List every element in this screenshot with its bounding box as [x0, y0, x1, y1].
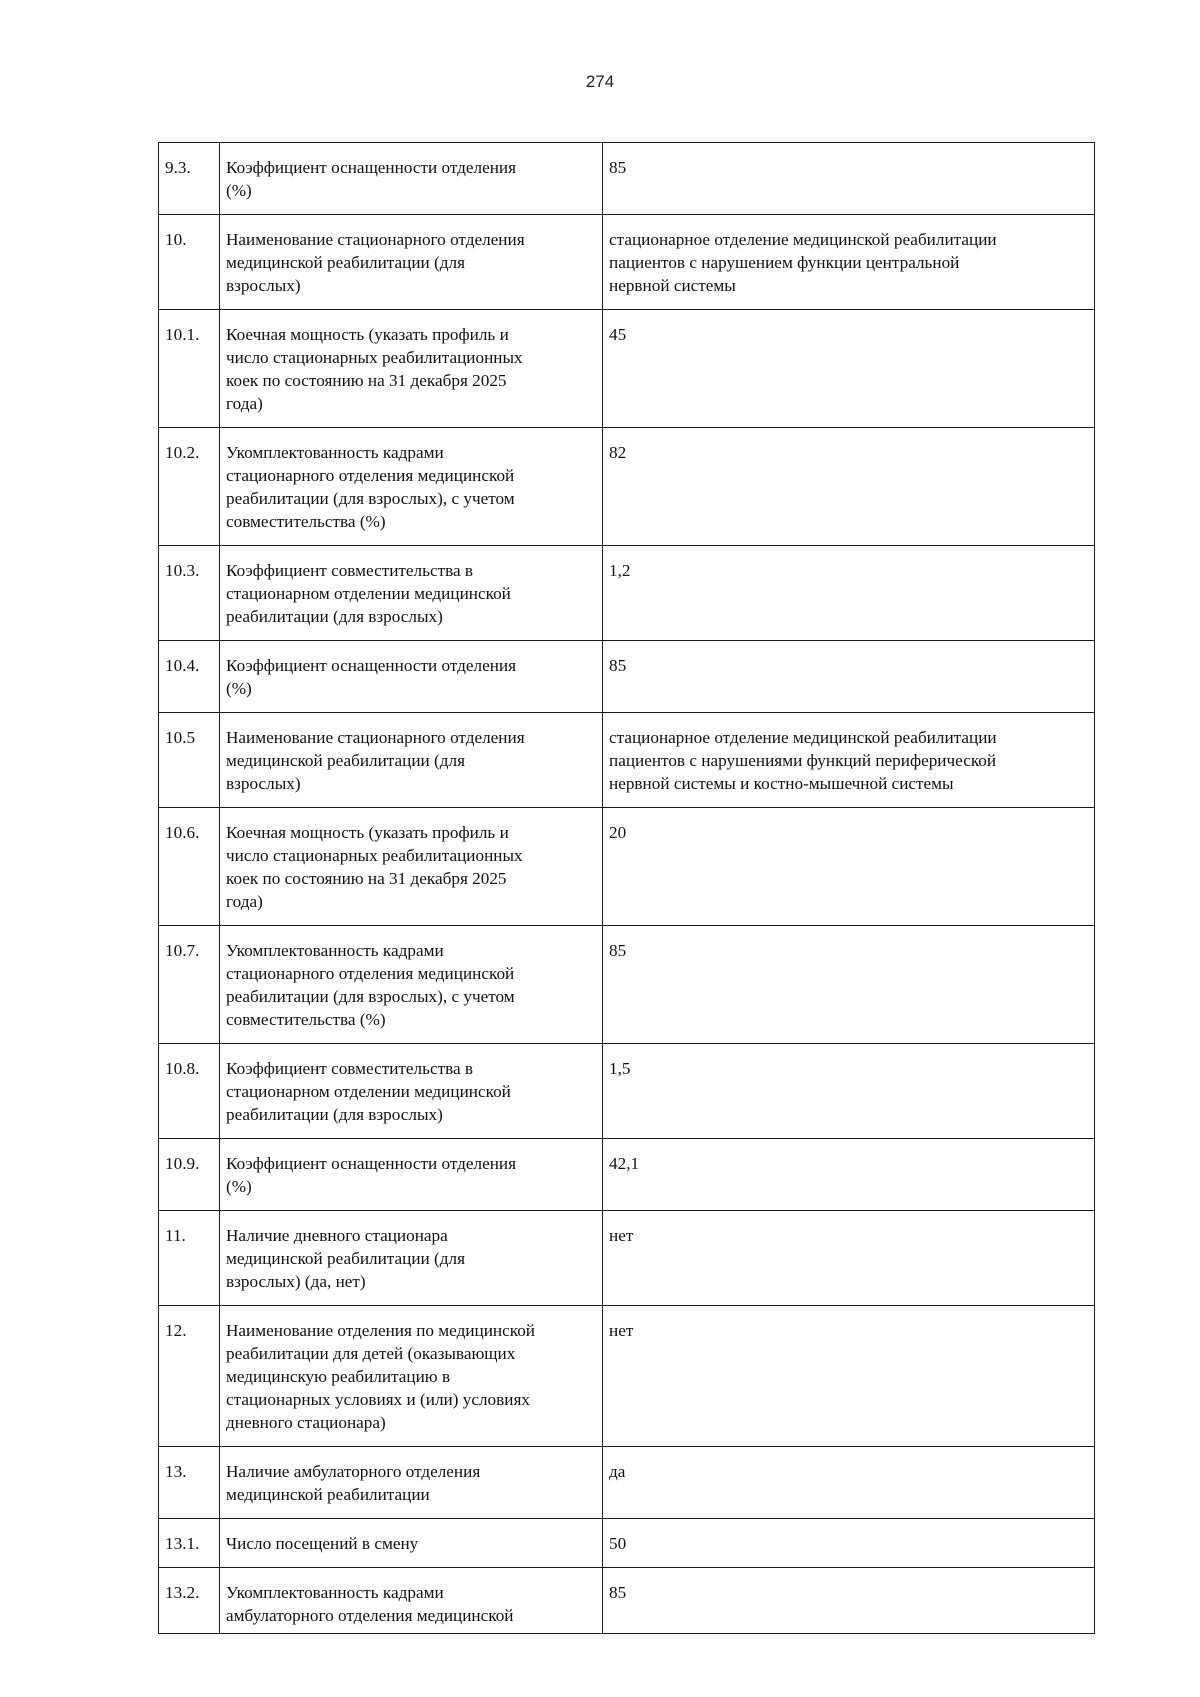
row-number-cell: 13. [159, 1447, 220, 1519]
indicator-value-cell: 1,5 [603, 1044, 1095, 1139]
indicator-value-cell: нет [603, 1306, 1095, 1447]
row-number-cell: 13.2. [159, 1568, 220, 1634]
table-row [159, 310, 1095, 428]
indicators-table [158, 142, 1095, 1634]
row-number-cell: 10.4. [159, 641, 220, 713]
table-row [159, 641, 1095, 713]
table-row [159, 546, 1095, 641]
table-row [159, 1519, 1095, 1568]
table-row [159, 926, 1095, 1044]
indicator-value-cell: 85 [603, 926, 1095, 1044]
indicator-value-cell: 20 [603, 808, 1095, 926]
table-row [159, 215, 1095, 310]
table-row [159, 1447, 1095, 1519]
table-row [159, 808, 1095, 926]
indicator-value-cell: 50 [603, 1519, 1095, 1568]
indicator-name-cell: Укомплектованность кадрами стационарного отделения медицинской реабилитации (для взрослых), с учетом совместительства (%) [220, 926, 603, 1044]
row-number-cell: 13.1. [159, 1519, 220, 1568]
indicator-name-cell: Число посещений в смену [220, 1519, 603, 1568]
table-row [159, 1139, 1095, 1211]
indicator-value-cell: 85 [603, 1568, 1095, 1634]
indicator-value-cell: 85 [603, 641, 1095, 713]
indicator-name-cell: Наименование стационарного отделения медицинской реабилитации (для взрослых) [220, 215, 603, 310]
row-number-cell: 10.2. [159, 428, 220, 546]
indicator-value-cell: 82 [603, 428, 1095, 546]
row-number-cell: 9.3. [159, 143, 220, 215]
indicator-name-cell: Коэффициент оснащенности отделения (%) [220, 143, 603, 215]
indicator-name-cell: Коечная мощность (указать профиль и число стационарных реабилитационных коек по состоянию на 31 декабря 2025 года) [220, 310, 603, 428]
indicator-value-cell: 85 [603, 143, 1095, 215]
table-row [159, 713, 1095, 808]
row-number-cell: 10. [159, 215, 220, 310]
indicator-name-cell: Коечная мощность (указать профиль и число стационарных реабилитационных коек по состоянию на 31 декабря 2025 года) [220, 808, 603, 926]
row-number-cell: 11. [159, 1211, 220, 1306]
indicator-name-cell: Наименование отделения по медицинской реабилитации для детей (оказывающих медицинскую реабилитацию в стационарных условиях и (или) условиях дневного стационара) [220, 1306, 603, 1447]
table-row [159, 143, 1095, 215]
indicator-name-cell: Наличие амбулаторного отделения медицинской реабилитации [220, 1447, 603, 1519]
indicator-name-cell: Наименование стационарного отделения медицинской реабилитации (для взрослых) [220, 713, 603, 808]
indicator-name-cell: Наличие дневного стационара медицинской реабилитации (для взрослых) (да, нет) [220, 1211, 603, 1306]
indicator-name-cell: Укомплектованность кадрами стационарного отделения медицинской реабилитации (для взрослых), с учетом совместительства (%) [220, 428, 603, 546]
row-number-cell: 10.8. [159, 1044, 220, 1139]
table-row [159, 1306, 1095, 1447]
indicator-name-cell: Укомплектованность кадрами амбулаторного отделения медицинской [220, 1568, 603, 1634]
row-number-cell: 10.7. [159, 926, 220, 1044]
row-number-cell: 10.1. [159, 310, 220, 428]
indicator-name-cell: Коэффициент оснащенности отделения (%) [220, 641, 603, 713]
table-row [159, 428, 1095, 546]
table-row [159, 1211, 1095, 1306]
indicator-value-cell: 1,2 [603, 546, 1095, 641]
row-number-cell: 10.3. [159, 546, 220, 641]
row-number-cell: 10.6. [159, 808, 220, 926]
indicator-name-cell: Коэффициент совместительства в стационарном отделении медицинской реабилитации (для взрослых) [220, 1044, 603, 1139]
table-row [159, 1044, 1095, 1139]
row-number-cell: 10.5 [159, 713, 220, 808]
row-number-cell: 12. [159, 1306, 220, 1447]
table-body [159, 143, 1095, 1634]
indicator-value-cell: нет [603, 1211, 1095, 1306]
indicator-value-cell: стационарное отделение медицинской реабилитации пациентов с нарушениями функций периферической нервной системы и костно-мышечной системы [603, 713, 1095, 808]
indicator-name-cell: Коэффициент совместительства в стационарном отделении медицинской реабилитации (для взрослых) [220, 546, 603, 641]
indicator-value-cell: да [603, 1447, 1095, 1519]
table-row [159, 1568, 1095, 1634]
page-number: 274 [585, 72, 615, 91]
indicator-value-cell: 42,1 [603, 1139, 1095, 1211]
row-number-cell: 10.9. [159, 1139, 220, 1211]
indicator-name-cell: Коэффициент оснащенности отделения (%) [220, 1139, 603, 1211]
indicator-value-cell: стационарное отделение медицинской реабилитации пациентов с нарушением функции центральной нервной системы [603, 215, 1095, 310]
indicator-value-cell: 45 [603, 310, 1095, 428]
